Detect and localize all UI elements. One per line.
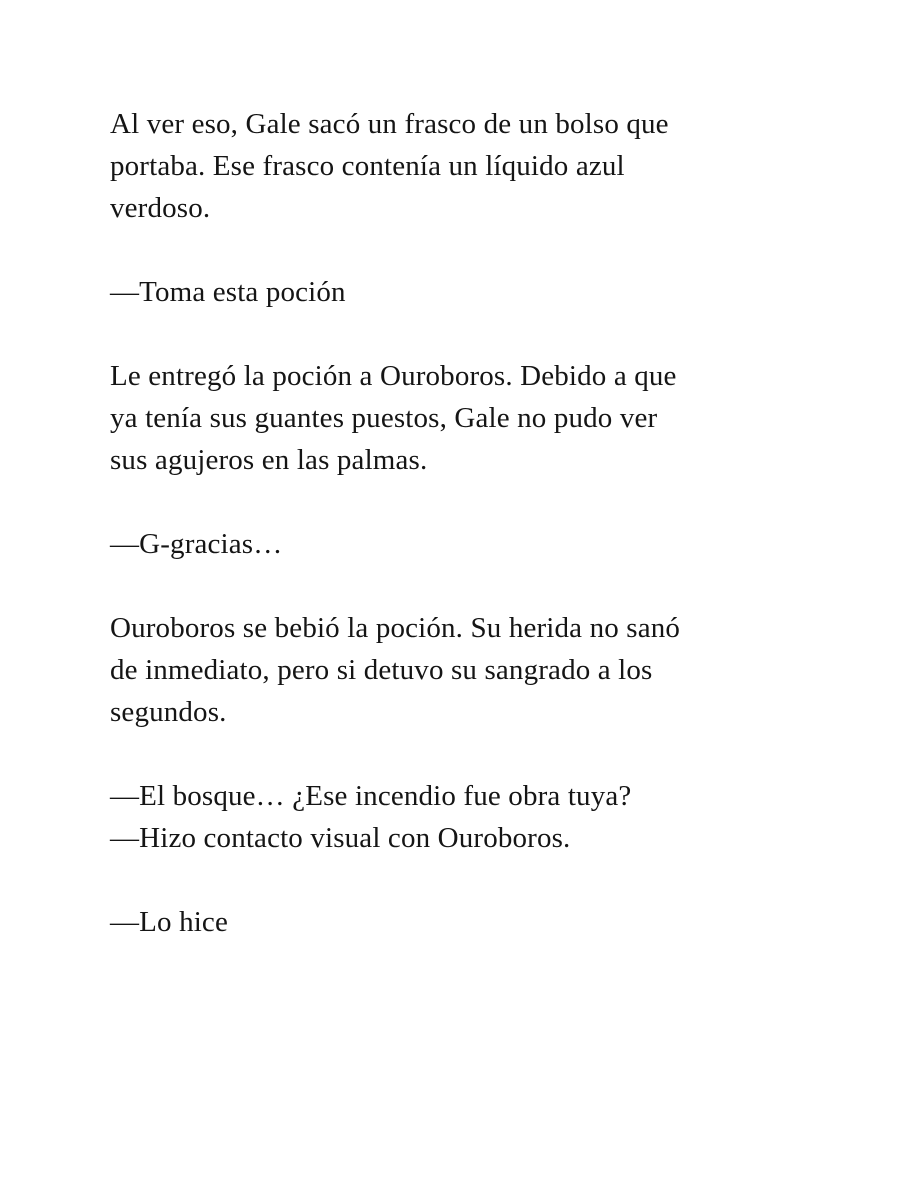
text-line: segundos. <box>110 696 227 728</box>
text-line: —Lo hice <box>110 906 228 938</box>
narration-paragraph <box>110 103 810 229</box>
text-line: —G-gracias… <box>110 528 283 560</box>
text-line: de inmediato, pero si detuvo su sangrado a los <box>110 654 653 686</box>
text-line: ya tenía sus guantes puestos, Gale no pudo ver <box>110 402 658 434</box>
dialogue-paragraph <box>110 901 810 943</box>
text-line: verdoso. <box>110 192 211 224</box>
text-line: —Hizo contacto visual con Ouroboros. <box>110 822 571 854</box>
text-line: —Toma esta poción <box>110 276 346 308</box>
narration-paragraph <box>110 355 810 481</box>
text-line: Ouroboros se bebió la poción. Su herida no sanó <box>110 612 681 644</box>
text-line: —El bosque… ¿Ese incendio fue obra tuya? <box>110 780 632 812</box>
text-line: portaba. Ese frasco contenía un líquido azul <box>110 150 625 182</box>
dialogue-paragraph <box>110 271 810 313</box>
narration-paragraph <box>110 607 810 733</box>
dialogue-paragraph <box>110 523 810 565</box>
text-line: Le entregó la poción a Ouroboros. Debido a que <box>110 360 677 392</box>
text-line: sus agujeros en las palmas. <box>110 444 428 476</box>
document-body <box>110 103 810 985</box>
text-line: Al ver eso, Gale sacó un frasco de un bolso que <box>110 108 669 140</box>
dialogue-paragraph <box>110 775 810 859</box>
